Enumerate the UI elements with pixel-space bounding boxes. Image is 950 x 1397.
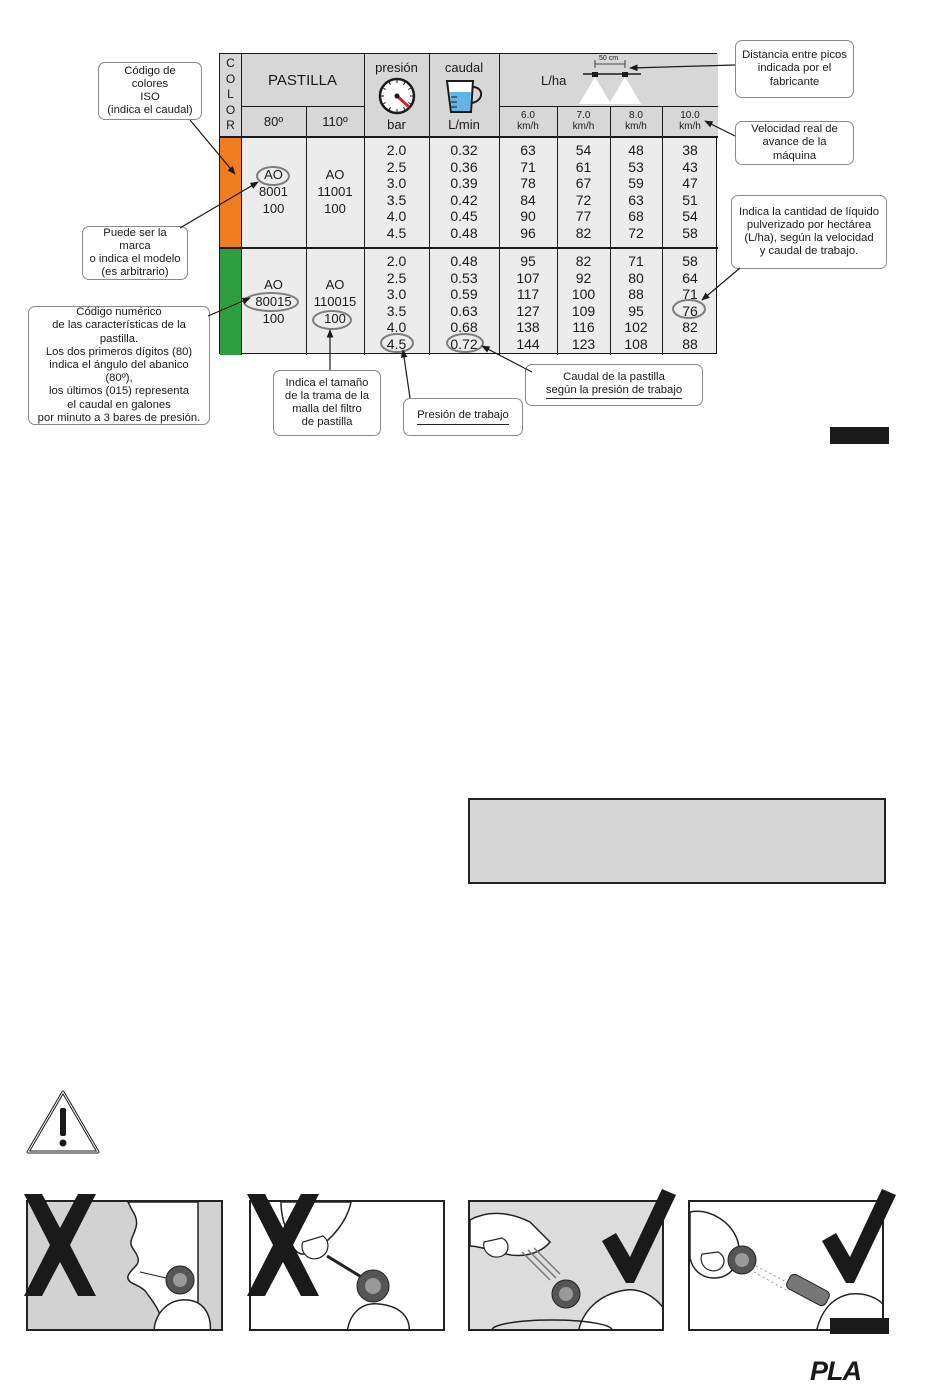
- pressure-column-value: 4.0: [386, 319, 407, 336]
- color-header-letter: C: [226, 56, 235, 71]
- lha-header-text: L/ha: [541, 72, 567, 88]
- pressure-column-value: 4.5: [386, 335, 407, 352]
- lha-column-value: 63: [520, 142, 536, 158]
- lha-column-value: 38: [682, 142, 698, 158]
- arrow-caudal: [482, 346, 532, 372]
- nozzle-110-line: 100: [324, 201, 346, 216]
- lha-column-value: 64: [682, 269, 698, 286]
- lha-column-value: 117: [516, 286, 540, 303]
- caudal-header-text: caudal: [444, 60, 484, 75]
- angle-80-text: 80º: [263, 113, 284, 129]
- lha-column-value: 109: [571, 302, 596, 319]
- lha-column-value: 116: [572, 319, 595, 336]
- speed-header-text: 10.0 km/h: [679, 110, 701, 132]
- color-header-letter: L: [227, 87, 234, 102]
- nozzle-80-line: 80015: [255, 293, 292, 309]
- lha-column-value: 90: [520, 208, 536, 225]
- pla-logo-text: PLA: [810, 1356, 861, 1386]
- lha-column-value: 138: [516, 319, 540, 336]
- speed-header-text: 6.0 km/h: [517, 110, 539, 132]
- lha-column-value: 76: [682, 302, 698, 319]
- callout-filtro-text: Indica el tamaño de la trama de la malla del filtro de pastilla: [284, 376, 370, 429]
- lha-column-value: 82: [575, 224, 592, 241]
- lha-column-value: 95: [628, 302, 644, 319]
- flow-column-value: 0.59: [450, 286, 478, 303]
- color-header-letter: R: [226, 118, 235, 133]
- lha-column-value: 51: [682, 191, 698, 208]
- presion-unit-text: bar: [387, 117, 406, 132]
- lha-column-value: 88: [628, 286, 644, 303]
- pressure-column-value: 4.0: [386, 208, 407, 225]
- check-mark-icon: [598, 1185, 678, 1285]
- angle-110-text: 110º: [322, 113, 348, 129]
- color-header-letter: O: [225, 71, 236, 86]
- lha-column-value: 54: [575, 142, 592, 158]
- flow-column-value: 0.32: [450, 142, 478, 158]
- flow-column-value: 0.42: [450, 191, 478, 208]
- nozzle-80-line: 8001: [259, 184, 288, 199]
- arrow-marca: [180, 182, 258, 228]
- lha-column-value: 127: [516, 302, 540, 319]
- flow-column-value: 0.63: [450, 302, 478, 319]
- pla-logo: [810, 1356, 890, 1388]
- nozzle-110-line: 11001: [317, 184, 353, 199]
- lha-column-value: 107: [516, 269, 540, 286]
- nozzle-110-line: AO: [325, 167, 345, 182]
- pressure-column-value: 2.0: [386, 253, 407, 269]
- lha-column-value: 108: [624, 335, 648, 352]
- arrow-cantidad: [702, 268, 740, 300]
- spacing-label: 50 cm: [599, 55, 619, 62]
- lha-column-value: 53: [628, 158, 644, 175]
- caudal-unit-text: L/min: [448, 117, 480, 132]
- black-tab-top: [830, 427, 889, 444]
- flow-column-value: 0.48: [450, 224, 478, 241]
- lha-column-value: 58: [682, 224, 698, 241]
- speed-header-text: 8.0 km/h: [625, 110, 647, 132]
- lha-column-value: 78: [520, 175, 536, 192]
- flow-column-value: 0.72: [450, 335, 478, 352]
- lha-column-value: 47: [682, 175, 698, 192]
- lha-column-value: 71: [682, 286, 698, 303]
- speed-header-text: 7.0 km/h: [572, 110, 595, 132]
- x-mark-icon-2: [243, 1190, 323, 1300]
- callout-iso-text: Código de colores ISO (indica el caudal): [107, 64, 193, 117]
- x-mark-icon: [20, 1190, 100, 1300]
- callout-arrows: [0, 0, 950, 450]
- lha-column-value: 67: [575, 175, 592, 192]
- color-header-letter: O: [225, 102, 236, 117]
- nozzle-110-line: 110015: [313, 293, 357, 309]
- lha-column-value: 58: [682, 253, 698, 269]
- pressure-column-value: 2.0: [386, 142, 407, 158]
- nozzle-110-line: AO: [325, 276, 345, 292]
- lha-column-value: 43: [682, 158, 698, 175]
- pressure-column-value: 3.5: [386, 302, 407, 319]
- lha-column-value: 54: [682, 208, 698, 225]
- nozzle-80-line: AO: [264, 276, 283, 292]
- callout-distancia-text: Distancia entre picos indicada por el fabricante: [742, 49, 847, 88]
- callout-codigo-text: Código numérico de las características de la pastilla. Los dos primeros dígitos (80) indica el ángulo del abanico (80º), los últimos (015) representa el caudal en galones por minuto a 3 bares de presión.: [37, 306, 201, 424]
- lha-column-value: 100: [571, 286, 596, 303]
- presion-header-text: presión: [375, 60, 418, 75]
- callout-marca-text: Puede ser la marca o indica el modelo (es arbitrario): [89, 226, 181, 279]
- flow-column-value: 0.45: [450, 208, 478, 225]
- lha-column-value: 71: [520, 158, 536, 175]
- lha-column-value: 59: [628, 175, 644, 192]
- flow-column-value: 0.68: [450, 319, 478, 336]
- lha-column-value: 144: [516, 335, 540, 352]
- pressure-column-value: 4.5: [386, 224, 407, 241]
- callout-cantidad-text: Indica la cantidad de líquido pulverizado por hectárea (L/ha), según la velocidad y caudal de trabajo.: [738, 205, 880, 258]
- pastilla-header-text: PASTILLA: [268, 71, 337, 89]
- black-tab-bottom: [830, 1318, 889, 1334]
- note-box: [468, 798, 886, 884]
- flow-column-value: 0.39: [450, 175, 478, 192]
- pressure-column-value: 2.5: [386, 158, 407, 175]
- nozzle-80-line: AO: [264, 167, 283, 182]
- lha-column-value: 77: [575, 208, 592, 225]
- arrow-velocidad: [705, 121, 735, 136]
- check-mark-icon-2: [818, 1185, 898, 1285]
- flow-column-value: 0.48: [450, 253, 478, 269]
- lha-column-value: 61: [575, 158, 592, 175]
- pressure-column-value: 3.0: [386, 175, 407, 192]
- lha-column-value: 92: [575, 269, 592, 286]
- nozzle-80-line: 100: [262, 201, 285, 216]
- arrow-distancia: [630, 65, 735, 68]
- lha-column-value: 71: [628, 253, 644, 269]
- nozzle-80-line: 100: [262, 310, 285, 326]
- lha-column-value: 72: [628, 224, 644, 241]
- lha-column-value: 102: [624, 319, 648, 336]
- lha-column-value: 63: [628, 191, 644, 208]
- callout-velocidad-text: Velocidad real de avance de la máquina: [751, 123, 838, 162]
- pressure-column-value: 3.0: [386, 286, 407, 303]
- lha-column-value: 88: [682, 335, 698, 352]
- nozzle-110-line: 100: [324, 310, 346, 326]
- warning-triangle-icon: [24, 1088, 102, 1156]
- lha-column-value: 96: [520, 224, 536, 241]
- pressure-column-value: 3.5: [386, 191, 407, 208]
- lha-column-value: 84: [520, 191, 536, 208]
- flow-column-value: 0.36: [450, 158, 478, 175]
- lha-column-value: 80: [628, 269, 644, 286]
- callout-caudal-text: Caudal de la pastilla según la presión de trabajo: [546, 371, 682, 399]
- callout-presion-text: Presión de trabajo: [417, 409, 509, 424]
- lha-column-value: 48: [628, 142, 644, 158]
- flow-column-value: 0.53: [450, 269, 478, 286]
- arrow-presion: [403, 350, 410, 398]
- arrow-codigo: [208, 298, 250, 316]
- pressure-column-value: 2.5: [386, 269, 407, 286]
- lha-column-value: 95: [520, 253, 536, 269]
- arrow-iso: [190, 120, 235, 174]
- lha-column-value: 68: [628, 208, 644, 225]
- lha-column-value: 82: [682, 319, 698, 336]
- lha-column-value: 123: [571, 335, 596, 352]
- lha-column-value: 72: [575, 191, 592, 208]
- lha-column-value: 82: [575, 253, 592, 269]
